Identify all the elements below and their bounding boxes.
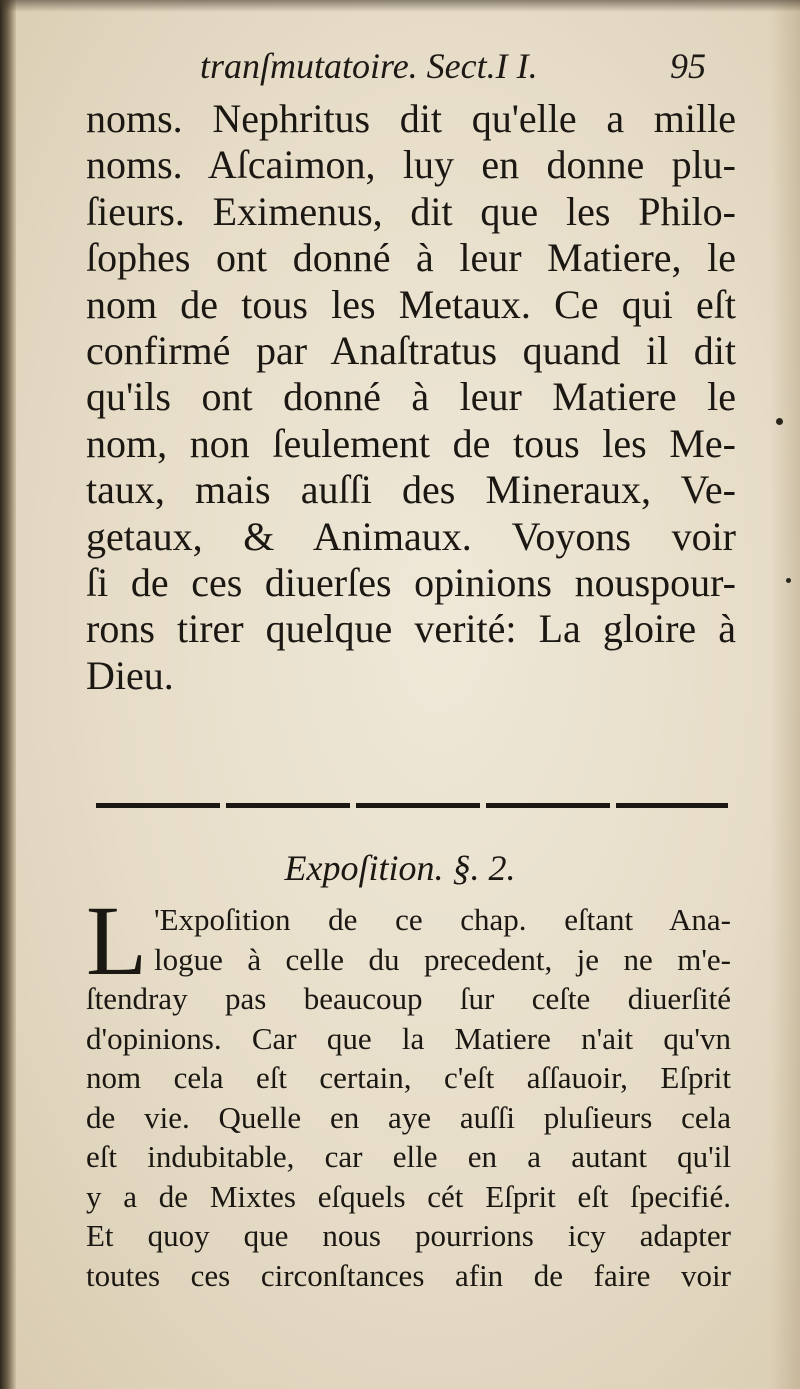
text-line: ſieurs. Eximenus, dit que les Philo-: [86, 188, 736, 234]
text-line: logue à celle du precedent, je ne m'e-: [154, 941, 731, 977]
text-line: nom, non ſeulement de tous les Me-: [86, 420, 736, 466]
drop-cap: L: [86, 885, 148, 996]
text-line: ſi de ces diuerſes opinions nouspour-: [86, 559, 736, 605]
text-line: de vie. Quelle en aye auſſi pluſieurs cela: [86, 1099, 731, 1135]
text-line: ſtendray pas beaucoup ſur ceſte diuerſité: [86, 981, 731, 1016]
text-line: Et quoy que nous pourrions icy adapter: [86, 1218, 731, 1253]
text-line: noms. Aſcaimon, luy en donne plu-: [86, 142, 736, 188]
text-line: qu'ils ont donné à leur Matiere le: [86, 374, 736, 420]
text-line: nom cela eſt certain, c'eſt aſſauoir, Eſprit: [86, 1060, 731, 1095]
ink-speck: [786, 578, 791, 583]
text-line: nom de tous les Metaux. Ce qui eſt: [86, 281, 736, 327]
text-line: 'Expoſition de ce chap. eſtant Ana-: [154, 902, 731, 937]
top-edge-shadow: [0, 0, 800, 12]
text-line: getaux, & Animaux. Voyons voir: [86, 513, 736, 559]
page-edge-shadow: [770, 0, 800, 1389]
text-line: Dieu.: [86, 652, 174, 698]
running-head: [200, 40, 740, 92]
text-line: noms. Nephritus dit qu'elle a mille: [86, 96, 736, 141]
section-title: Expoſition. §. 2.: [284, 848, 516, 888]
text-line: y a de Mixtes eſquels cét Eſprit eſt ſpecifié.: [86, 1178, 731, 1214]
text-line: confirmé par Anaſtratus quand il dit: [86, 327, 736, 373]
text-line: taux, mais auſſi des Mineraux, Ve-: [86, 467, 736, 513]
text-line: d'opinions. Car que la Matiere n'ait qu'vn: [86, 1020, 731, 1056]
ink-speck: [776, 418, 783, 425]
text-line: ſophes ont donné à leur Matiere, le: [86, 235, 736, 281]
page-number: 95: [670, 46, 706, 86]
text-line: toutes ces circonſtances afin de faire voir: [86, 1257, 731, 1293]
running-head-title: tranſmutatoire. Sect.I I.: [200, 46, 538, 86]
binding-edge: [0, 0, 16, 1389]
section-divider: [96, 803, 728, 808]
text-line: rons tirer quelque verité: La gloire à: [86, 606, 736, 652]
text-line: eſt indubitable, car elle en a autant qu'il: [86, 1139, 731, 1174]
exposition-paragraph: [86, 885, 731, 1295]
upper-paragraph: [86, 96, 736, 699]
